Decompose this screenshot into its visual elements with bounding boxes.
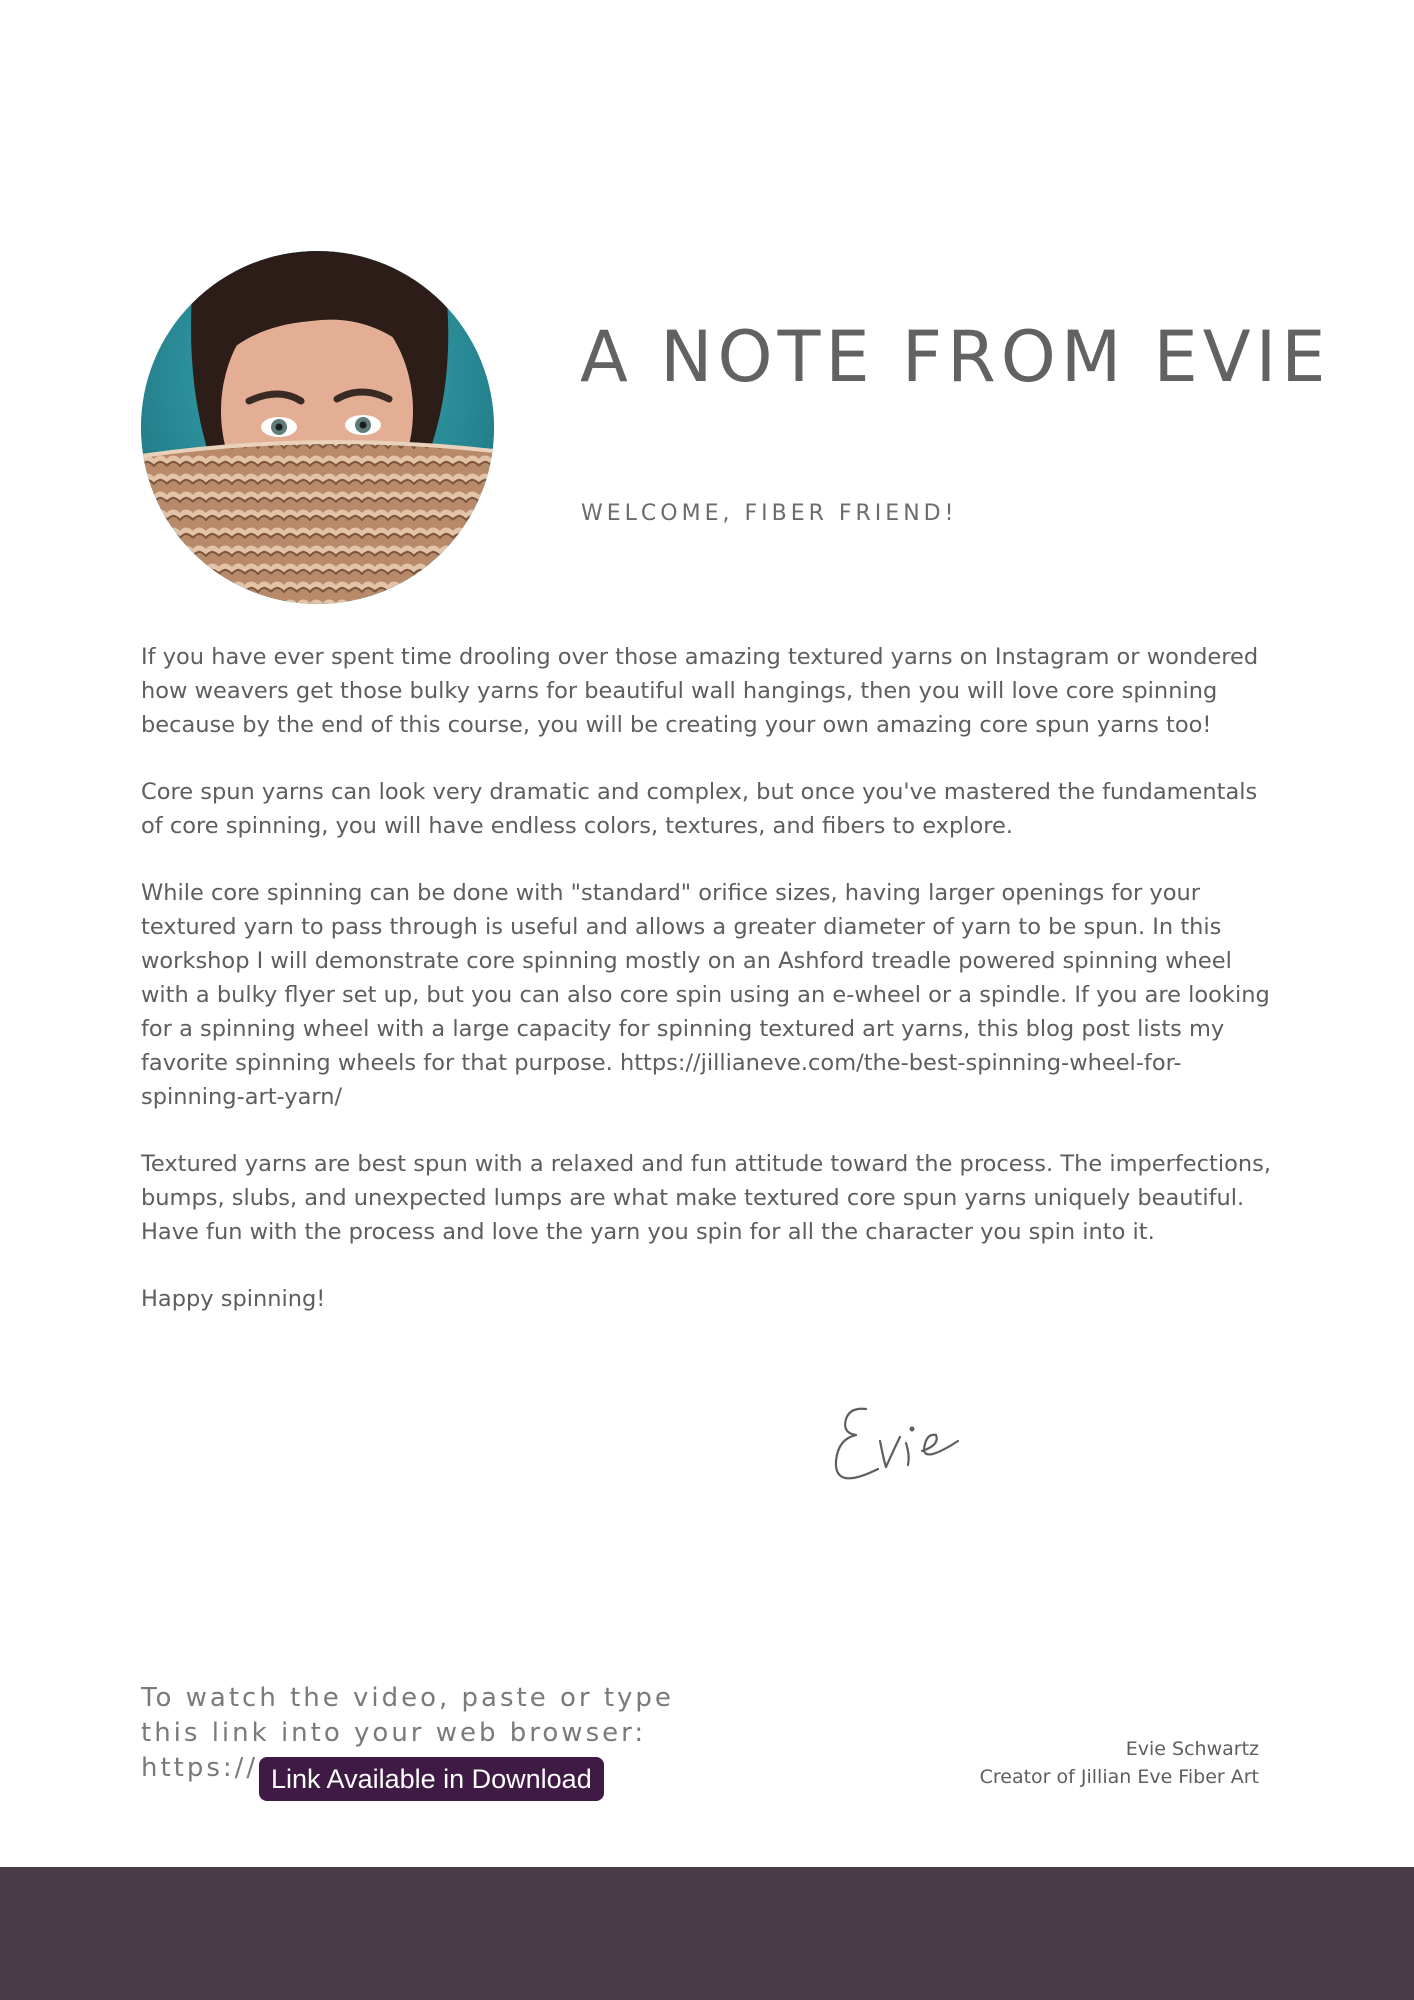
video-instructions: To watch the video, paste or type this link into your web browser: https:// <box>141 1683 674 1783</box>
author-portrait <box>141 251 494 604</box>
closing-line: Happy spinning! <box>141 1286 326 1312</box>
author-role: Creator of Jillian Eve Fiber Art <box>979 1766 1259 1788</box>
page-subtitle: WELCOME, FIBER FRIEND! <box>581 501 958 526</box>
author-name: Evie Schwartz <box>1125 1738 1259 1760</box>
paragraph: If you have ever spent time drooling over those amazing textured yarns on Instagram or wondered how weavers get those bulky yarns for beautiful wall hangings, then you will love core spinning because by the end of this course, you will be creating your own amazing core spun yarns too! <box>141 644 1259 738</box>
letter-body <box>141 640 1276 1349</box>
paragraph: Core spun yarns can look very dramatic and complex, but once you've mastered the fundamentals of core spinning, you will have endless colors, textures, and fibers to explore. <box>141 779 1258 839</box>
footer-band <box>0 1867 1414 2000</box>
portrait-image <box>141 251 494 604</box>
page-title: A NOTE FROM EVIE <box>580 316 1331 398</box>
paragraph: While core spinning can be done with "standard" orifice sizes, having larger openings for your textured yarn to pass through is useful and allows a greater diameter of yarn to be spun. In this workshop I will demonstrate core spinning mostly on an Ashford treadle powered spinning wheel with a bulky flyer set up, but you can also core spin using an e-wheel or a spindle. If you are looking for a spinning wheel with a large capacity for spinning textured art yarns, this blog post lists my favorite spinning wheels for that purpose. https://jillianeve.com/the-best-spinning-wheel-for-spinning-art-yarn/ <box>141 880 1270 1110</box>
author-block <box>980 1735 1259 1791</box>
signature <box>820 1395 970 1509</box>
paragraph: Textured yarns are best spun with a relaxed and fun attitude toward the process. The imperfections, bumps, slubs, and unexpected lumps are what make textured core spun yarns uniquely beautiful. Have fun with the process and love the yarn you spin for all the character you spin into it. <box>141 1151 1271 1245</box>
signature-image <box>820 1395 970 1505</box>
download-link-badge[interactable]: Link Available in Download <box>259 1757 604 1801</box>
